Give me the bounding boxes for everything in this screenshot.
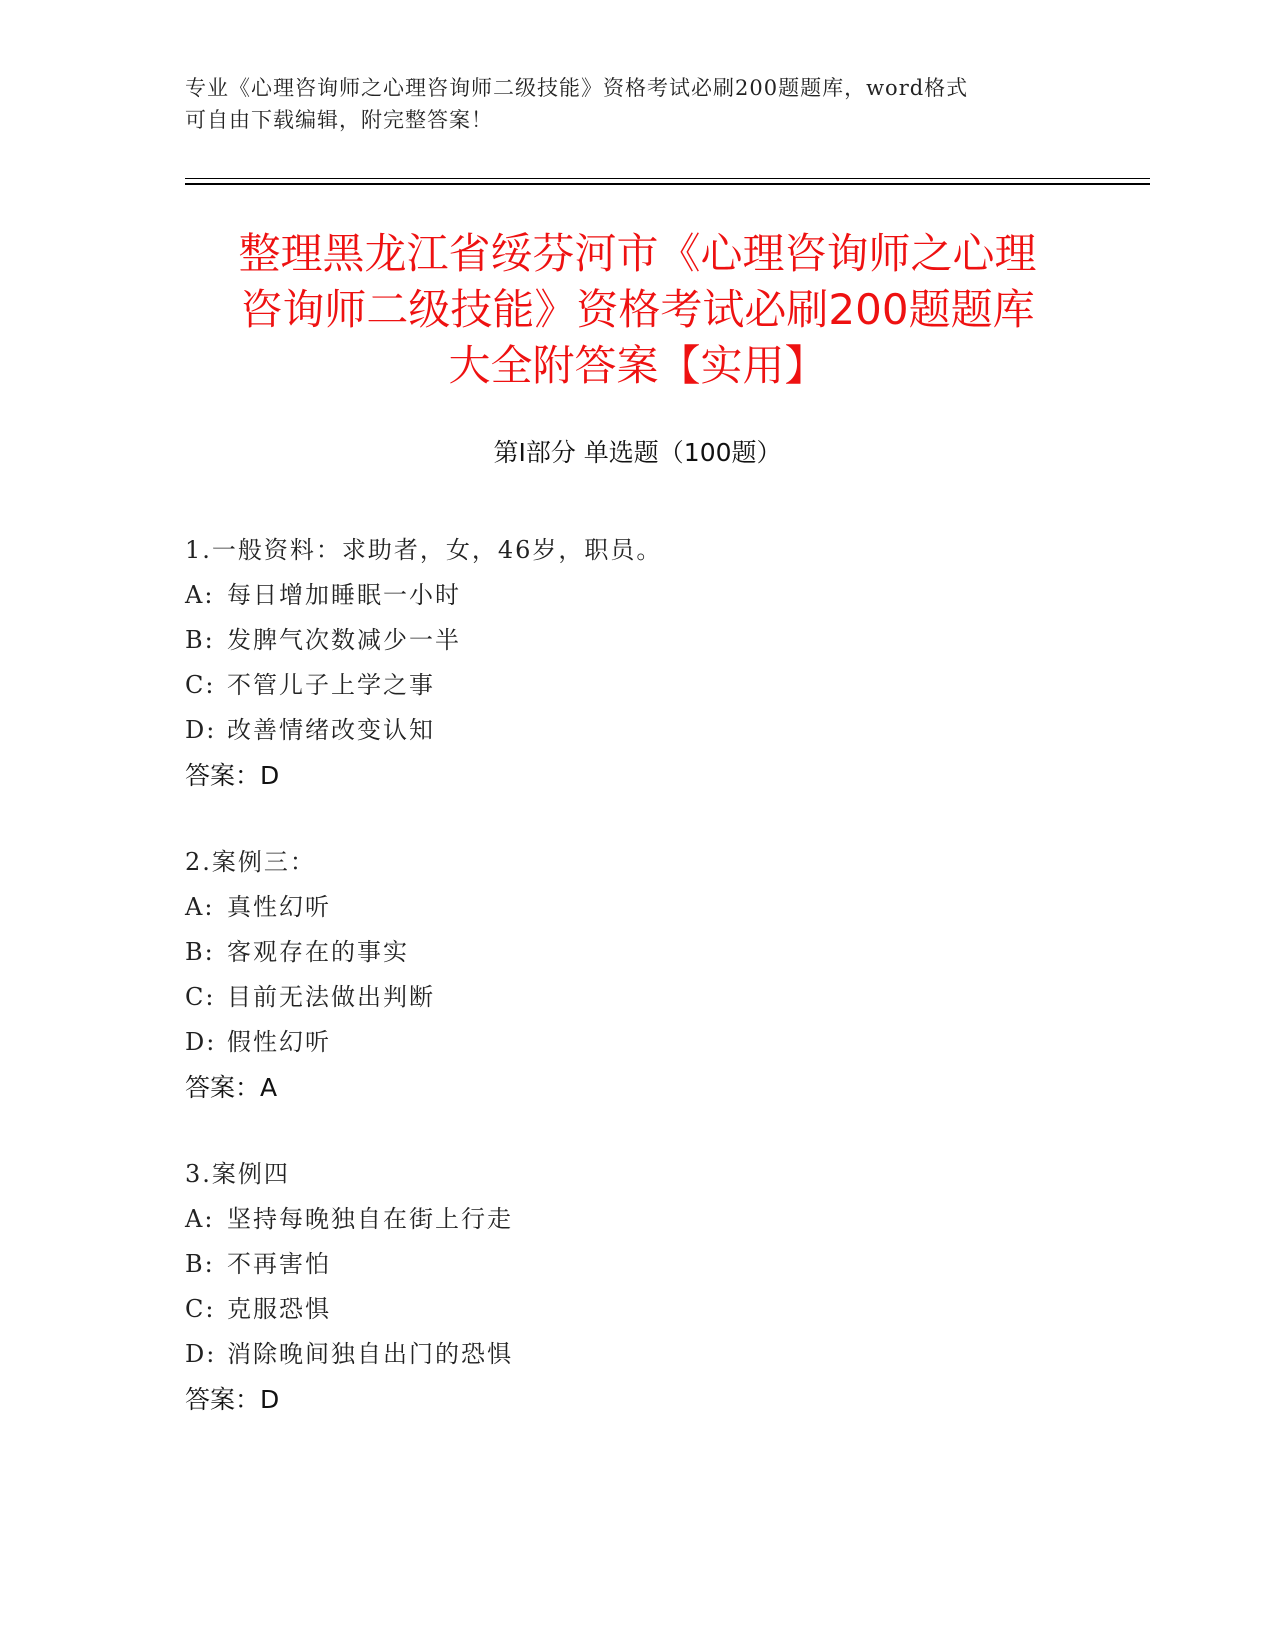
option-a — [185, 1197, 1085, 1242]
option-a — [185, 885, 1085, 930]
option-letter: C: — [185, 671, 216, 699]
document-title-line-1: 整理黑龙江省绥芬河市《心理咨询师之心理 — [238, 229, 1037, 278]
option-letter: C: — [185, 1295, 216, 1323]
section-heading: 第Ⅰ部分 单选题（100题） — [493, 438, 782, 467]
option-b — [185, 1242, 1085, 1287]
option-text: 真性幻听 — [227, 893, 331, 921]
option-text: 消除晚间独自出门的恐惧 — [227, 1340, 513, 1368]
option-b — [185, 618, 1085, 663]
question-item — [185, 1152, 1085, 1422]
option-a — [185, 573, 1085, 618]
option-text: 发脾气次数减少一半 — [227, 626, 461, 654]
option-letter: A: — [185, 581, 215, 609]
question-stem: 2.案例三： — [185, 848, 316, 876]
option-letter: D: — [185, 1340, 217, 1368]
header-divider-thin — [185, 178, 1150, 179]
option-letter: B: — [185, 1250, 215, 1278]
option-letter: D: — [185, 716, 217, 744]
option-text: 不再害怕 — [227, 1250, 331, 1278]
option-text: 克服恐惧 — [227, 1295, 331, 1323]
header-note-line-2: 可自由下载编辑，附完整答案！ — [185, 108, 493, 132]
option-letter: D: — [185, 1028, 217, 1056]
question-stem: 3.案例四 — [185, 1160, 290, 1188]
option-text: 每日增加睡眠一小时 — [227, 581, 461, 609]
document-title-line-3: 大全附答案【实用】 — [448, 341, 827, 390]
option-text: 坚持每晚独自在街上行走 — [227, 1205, 513, 1233]
answer-line: 答案：D — [185, 1385, 280, 1414]
option-text: 目前无法做出判断 — [227, 983, 435, 1011]
option-c — [185, 663, 1085, 708]
option-text: 不管儿子上学之事 — [227, 671, 435, 699]
option-b — [185, 930, 1085, 975]
option-d — [185, 1332, 1085, 1377]
header-divider-thick — [185, 183, 1150, 185]
question-item — [185, 840, 1085, 1110]
header-note-line-1: 专业《心理咨询师之心理咨询师二级技能》资格考试必刷200题题库，word格式 — [185, 76, 969, 100]
option-text: 改善情绪改变认知 — [227, 716, 435, 744]
option-letter: A: — [185, 1205, 215, 1233]
question-item — [185, 528, 1085, 798]
option-c — [185, 975, 1085, 1020]
question-list — [185, 528, 1085, 1464]
option-letter: C: — [185, 983, 216, 1011]
option-d — [185, 1020, 1085, 1065]
option-letter: A: — [185, 893, 215, 921]
option-c — [185, 1287, 1085, 1332]
option-letter: B: — [185, 938, 215, 966]
option-d — [185, 708, 1085, 753]
option-text: 客观存在的事实 — [227, 938, 409, 966]
header-note — [185, 72, 1065, 136]
option-text: 假性幻听 — [227, 1028, 331, 1056]
document-title — [160, 226, 1115, 394]
document-title-line-2: 咨询师二级技能》资格考试必刷200题题库 — [240, 285, 1035, 334]
question-stem: 1.一般资料：求助者，女，46岁，职员。 — [185, 536, 663, 564]
answer-line: 答案：A — [185, 1073, 278, 1102]
option-letter: B: — [185, 626, 215, 654]
answer-line: 答案：D — [185, 761, 280, 790]
